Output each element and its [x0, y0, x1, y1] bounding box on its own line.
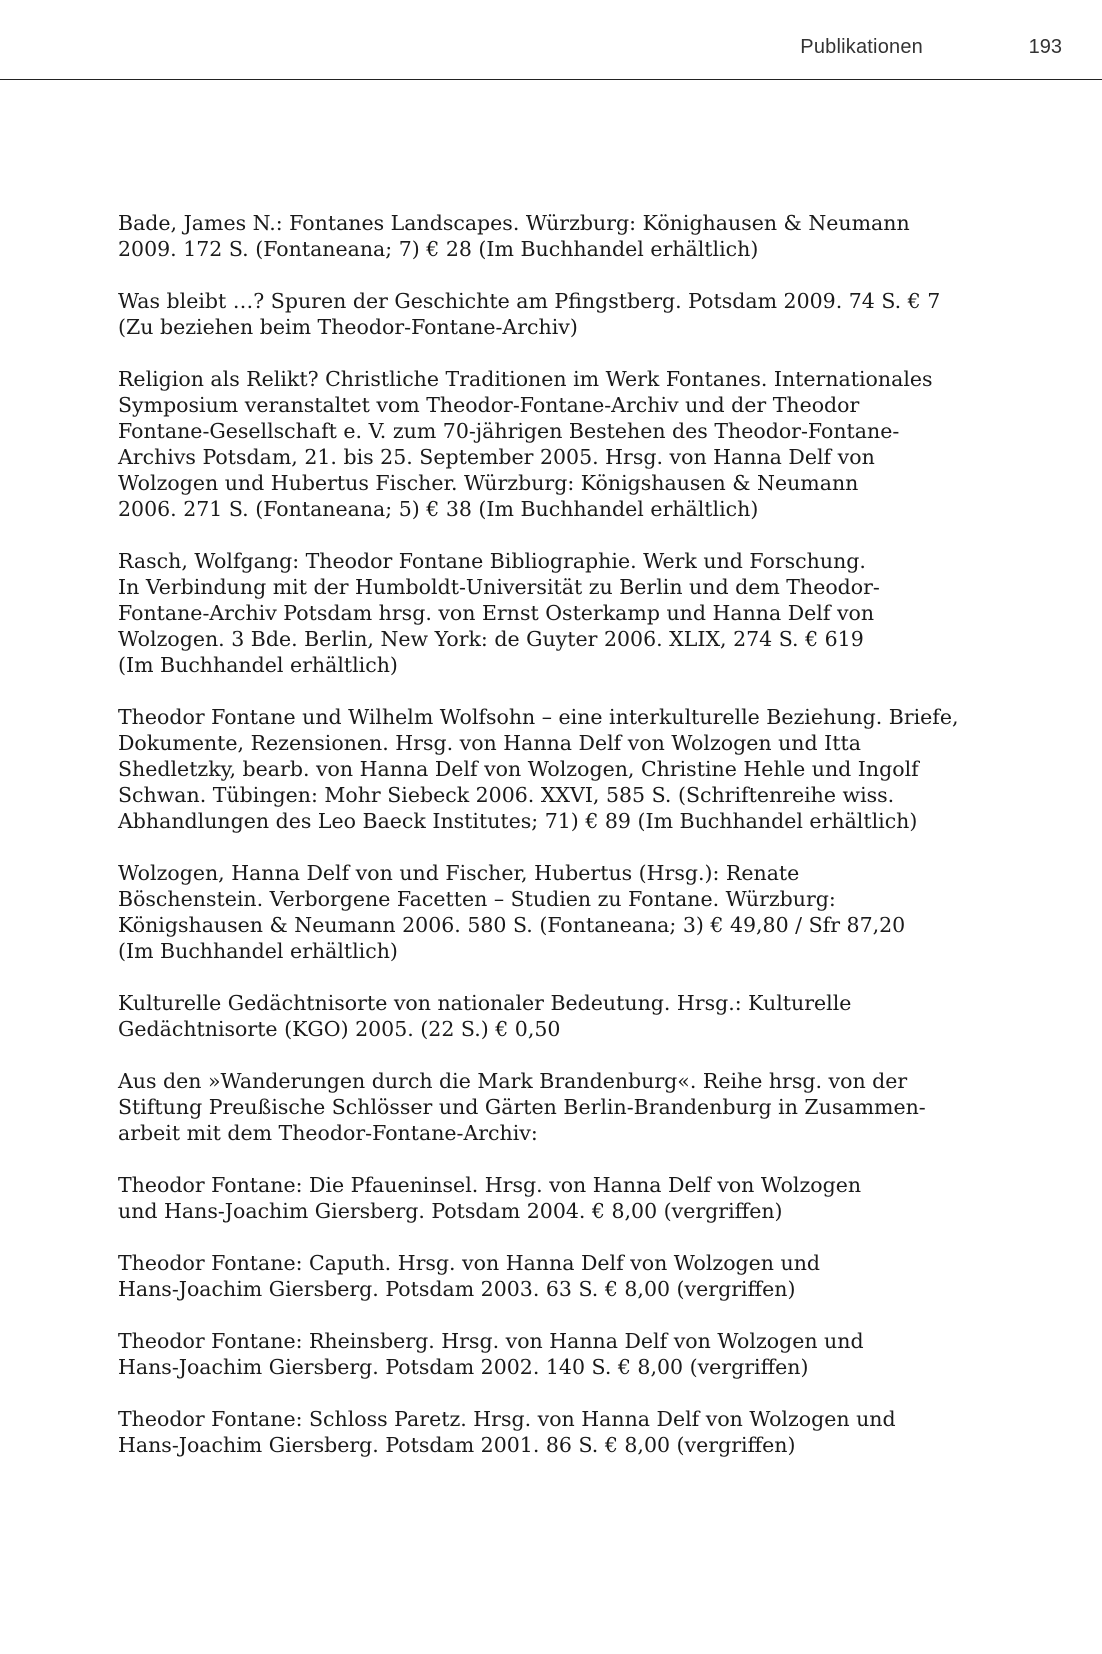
entry-line: Hans-Joachim Giersberg. Potsdam 2001. 86 S. € 8,00 (vergriffen)	[118, 1433, 796, 1457]
entry-line: Böschenstein. Verborgene Facetten – Studien zu Fontane. Würzburg:	[118, 887, 836, 911]
entry-line: Archivs Potsdam, 21. bis 25. September 2005. Hrsg. von Hanna Delf von	[118, 445, 875, 469]
entry-line: Königshausen & Neumann 2006. 580 S. (Fontaneana; 3) € 49,80 / Sfr 87,20	[118, 913, 906, 937]
entry-line: Kulturelle Gedächtnisorte von nationaler Bedeutung. Hrsg.: Kulturelle	[118, 991, 852, 1015]
entry-line: Shedletzky, bearb. von Hanna Delf von Wolzogen, Christine Hehle und Ingolf	[118, 757, 919, 781]
series-entry	[118, 1172, 998, 1224]
entry-line: Religion als Relikt? Christliche Traditionen im Werk Fontanes. Internationales	[118, 367, 933, 391]
entry-line: Bade, James N.: Fontanes Landscapes. Würzburg: Könighausen & Neumann	[118, 211, 910, 235]
entry-line: Was bleibt …? Spuren der Geschichte am Pfingstberg. Potsdam 2009. 74 S. € 7	[118, 289, 941, 313]
entry-line: Fontane-Archiv Potsdam hrsg. von Ernst Osterkamp und Hanna Delf von	[118, 601, 875, 625]
entry-line: Abhandlungen des Leo Baeck Institutes; 71) € 89 (Im Buchhandel erhältlich)	[118, 809, 918, 833]
entry-line: Dokumente, Rezensionen. Hrsg. von Hanna Delf von Wolzogen und Itta	[118, 731, 861, 755]
entry-line: Wolzogen und Hubertus Fischer. Würzburg: Königshausen & Neumann	[118, 471, 859, 495]
entry-line: Hans-Joachim Giersberg. Potsdam 2002. 140 S. € 8,00 (vergriffen)	[118, 1355, 809, 1379]
bibliography-entry	[118, 990, 998, 1042]
entry-line: 2006. 271 S. (Fontaneana; 5) € 38 (Im Buchhandel erhältlich)	[118, 497, 759, 521]
bibliography-entry	[118, 548, 998, 678]
entry-line: Hans-Joachim Giersberg. Potsdam 2003. 63 S. € 8,00 (vergriffen)	[118, 1277, 796, 1301]
section-title: Publikationen	[800, 36, 923, 58]
entry-line: Theodor Fontane: Schloss Paretz. Hrsg. von Hanna Delf von Wolzogen und	[118, 1407, 896, 1431]
entry-line: Gedächtnisorte (KGO) 2005. (22 S.) € 0,50	[118, 1017, 561, 1041]
entry-line: Theodor Fontane: Rheinsberg. Hrsg. von Hanna Delf von Wolzogen und	[118, 1329, 864, 1353]
entry-line: 2009. 172 S. (Fontaneana; 7) € 28 (Im Buchhandel erhältlich)	[118, 237, 759, 261]
series-entry	[118, 1328, 998, 1380]
entry-line: Symposium veranstaltet vom Theodor-Fontane-Archiv und der Theodor	[118, 393, 860, 417]
bibliography-entry	[118, 210, 998, 262]
intro-line: arbeit mit dem Theodor-Fontane-Archiv:	[118, 1121, 538, 1145]
bibliography-entry	[118, 288, 998, 340]
bibliography-entry	[118, 860, 998, 964]
entry-line: Wolzogen, Hanna Delf von und Fischer, Hubertus (Hrsg.): Renate	[118, 861, 800, 885]
entry-line: (Zu beziehen beim Theodor-Fontane-Archiv)	[118, 315, 578, 339]
series-intro	[118, 1068, 998, 1146]
entry-line: und Hans-Joachim Giersberg. Potsdam 2004. € 8,00 (vergriffen)	[118, 1199, 783, 1223]
intro-line: Stiftung Preußische Schlösser und Gärten Berlin-Brandenburg in Zusammen-	[118, 1095, 926, 1119]
intro-line: Aus den »Wanderungen durch die Mark Brandenburg«. Reihe hrsg. von der	[118, 1069, 908, 1093]
entry-line: (Im Buchhandel erhältlich)	[118, 939, 398, 963]
entry-line: Theodor Fontane: Die Pfaueninsel. Hrsg. von Hanna Delf von Wolzogen	[118, 1173, 862, 1197]
running-head	[0, 0, 1102, 80]
series-entry	[118, 1406, 998, 1458]
entry-line: Theodor Fontane: Caputh. Hrsg. von Hanna Delf von Wolzogen und	[118, 1251, 821, 1275]
bibliography-entry	[118, 366, 998, 522]
entry-line: Wolzogen. 3 Bde. Berlin, New York: de Guyter 2006. XLIX, 274 S. € 619	[118, 627, 864, 651]
entry-line: Theodor Fontane und Wilhelm Wolfsohn – eine interkulturelle Beziehung. Briefe,	[118, 705, 959, 729]
entry-line: Fontane-Gesellschaft e. V. zum 70-jährigen Bestehen des Theodor-Fontane-	[118, 419, 900, 443]
entry-line: Rasch, Wolfgang: Theodor Fontane Bibliographie. Werk und Forschung.	[118, 549, 866, 573]
page-number: 193	[1028, 36, 1062, 58]
entry-line: In Verbindung mit der Humboldt-Universität zu Berlin und dem Theodor-	[118, 575, 880, 599]
publication-list	[118, 210, 998, 1484]
series-entry	[118, 1250, 998, 1302]
bibliography-entry	[118, 704, 998, 834]
entry-line: (Im Buchhandel erhältlich)	[118, 653, 398, 677]
entry-line: Schwan. Tübingen: Mohr Siebeck 2006. XXVI, 585 S. (Schriftenreihe wiss.	[118, 783, 895, 807]
